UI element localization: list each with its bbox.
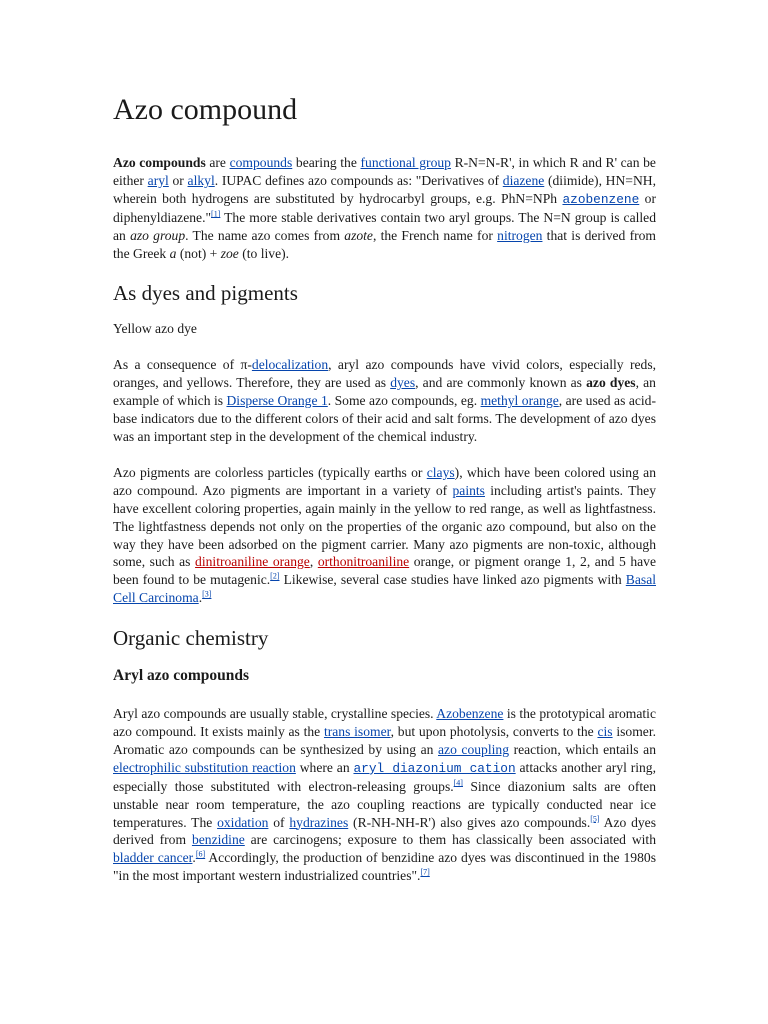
link-methyl-orange[interactable]: methyl orange: [480, 393, 559, 409]
text: (diimide), HN=NH, wherein both hydrogens are substituted by hydrocarbyl groups, e.g. PhN=NPh: [113, 172, 657, 206]
text: or: [168, 172, 188, 188]
text: , an example of which is: [113, 375, 656, 409]
link-orthonitroaniline[interactable]: orthonitroaniline: [317, 554, 410, 570]
link-nitrogen[interactable]: nitrogen: [497, 227, 543, 243]
text: , and are commonly known as: [415, 375, 587, 391]
text: Since diazonium salts are often unstable near room temperature, the azo coupling reactions are typically conducted near ice temperatures. The: [113, 778, 656, 830]
italic-term: azote: [344, 227, 373, 243]
text: Accordingly, the production of benzidine azo dyes was discontinued in the 1980s "in the most important western industrialized countries".: [113, 850, 656, 884]
link-azo-coupling[interactable]: azo coupling: [438, 741, 510, 757]
citation-6[interactable]: [6]: [195, 849, 206, 859]
text: (not) +: [176, 245, 221, 261]
link-diazene[interactable]: diazene: [502, 172, 545, 188]
citation-2[interactable]: [2]: [270, 571, 280, 581]
link-trans-isomer[interactable]: trans isomer: [323, 724, 391, 740]
section-heading-dyes: As dyes and pigments: [113, 281, 298, 306]
link-compounds[interactable]: compounds: [229, 155, 293, 170]
text: ), which have been colored using an azo compound. Azo pigments are important in a variety of: [113, 464, 656, 498]
link-aryl-diazonium-cation[interactable]: aryl diazonium cation: [353, 760, 516, 776]
link-oxidation[interactable]: oxidation: [217, 814, 269, 830]
text: (to live).: [238, 245, 290, 261]
citation-1[interactable]: [1]: [211, 209, 221, 219]
text: , aryl azo compounds have vivid colors, especially reds, oranges, and yellows. Therefore, they are used as: [113, 357, 657, 391]
link-azobenzene-2[interactable]: Azobenzene: [436, 706, 504, 722]
text: or diphenyldiazene.": [113, 190, 656, 225]
text: Aryl azo compounds are usually stable, crystalline species.: [113, 706, 437, 722]
text: . IUPAC defines azo compounds as: "Derivatives of: [214, 172, 503, 188]
text: Likewise, several case studies have linked azo pigments with: [279, 572, 626, 588]
article: [113, 90, 656, 903]
link-electrophilic-substitution[interactable]: electrophilic substitution reaction: [113, 759, 296, 775]
text: .: [192, 850, 196, 866]
link-disperse-orange[interactable]: Disperse Orange 1: [226, 393, 328, 409]
link-cis[interactable]: cis: [597, 724, 613, 740]
dyes-paragraph-2: [113, 464, 656, 607]
text: . Some azo compounds, eg.: [327, 393, 481, 409]
text: of: [268, 814, 290, 830]
link-dyes[interactable]: dyes: [390, 375, 416, 391]
text: , the French name for: [372, 227, 498, 243]
text: The more stable derivatives contain two aryl groups. The N=N group is called an: [113, 209, 656, 243]
link-benzidine[interactable]: benzidine: [191, 832, 245, 848]
text: that is derived from the Greek: [113, 227, 656, 261]
text: are: [205, 155, 230, 170]
link-hydrazines[interactable]: hydrazines: [289, 814, 349, 830]
subsection-heading-aryl-azo: Aryl azo compounds: [113, 667, 250, 685]
text: As a consequence of π-: [113, 357, 252, 373]
citation-7[interactable]: [7]: [420, 867, 430, 877]
link-bladder-cancer[interactable]: bladder cancer: [113, 850, 193, 866]
text: attacks another aryl ring, especially those substituted with electron-releasing groups.: [113, 759, 656, 794]
citation-5[interactable]: [5]: [590, 814, 600, 824]
text: .: [198, 590, 203, 606]
text: are carcinogens; exposure to them has classically been associated with: [244, 832, 657, 848]
bold-term: azo dyes: [586, 375, 636, 391]
section-heading-organic: Organic chemistry: [113, 626, 269, 651]
intro-paragraph: [113, 154, 656, 262]
link-clays[interactable]: clays: [426, 464, 455, 480]
link-dinitroaniline-orange[interactable]: dinitroaniline orange: [195, 554, 310, 570]
image-caption: Yellow azo dye: [113, 321, 197, 337]
link-basal-cell-carcinoma[interactable]: Basal Cell Carcinoma: [113, 572, 656, 606]
link-azobenzene[interactable]: azobenzene: [562, 191, 640, 207]
text: including artist's paints. They have excellent coloring properties, again mainly in the yellow to red range, as well as lightfastness. The lightfastness depends not only on the properties of the organic azo compound, but also on the way they have been adsorbed on the pigment carrier. Many azo pigments are non-toxic, although some, such as: [113, 482, 656, 570]
text: is the prototypical aromatic azo compound. It exists mainly as the: [113, 706, 656, 740]
text: reaction, which entails an: [509, 741, 656, 757]
citation-3[interactable]: [3]: [202, 589, 212, 599]
page-title: Azo compound: [113, 93, 298, 126]
text: Azo pigments are colorless particles (typically earths or: [113, 464, 427, 480]
text: Azo dyes derived from: [113, 814, 656, 848]
link-functional-group[interactable]: functional group: [360, 155, 451, 170]
italic-term: a: [169, 245, 177, 261]
link-delocalization[interactable]: delocalization: [251, 357, 329, 373]
link-paints[interactable]: paints: [452, 482, 485, 498]
link-alkyl[interactable]: alkyl: [187, 172, 215, 188]
organic-paragraph-1: [113, 705, 656, 885]
text: ,: [309, 554, 318, 570]
text: , but upon photolysis, converts to the: [390, 724, 598, 740]
text: where an: [295, 759, 354, 775]
text: R-N=N-R', in which R and R' can be either: [113, 155, 656, 188]
text: , are used as acid-base indicators due to the different colors of their acid and salt forms. The development of azo dyes was an important step in the development of the chemical industry.: [113, 393, 656, 444]
italic-term: azo group: [130, 227, 186, 243]
text: bearing the: [292, 155, 361, 170]
text: isomer. Aromatic azo compounds can be synthesized by using an: [113, 724, 656, 757]
citation-4[interactable]: [4]: [453, 778, 463, 788]
text: orange, or pigment orange 1, 2, and 5 have been found to be mutagenic.: [113, 554, 657, 588]
text: (R-NH-NH-R') also gives azo compounds.: [348, 814, 591, 830]
link-aryl[interactable]: aryl: [147, 172, 169, 188]
bold-term: Azo compounds: [113, 155, 206, 170]
text: . The name azo comes from: [185, 227, 345, 243]
italic-term: zoe: [220, 245, 239, 261]
dyes-paragraph-1: [113, 356, 656, 446]
